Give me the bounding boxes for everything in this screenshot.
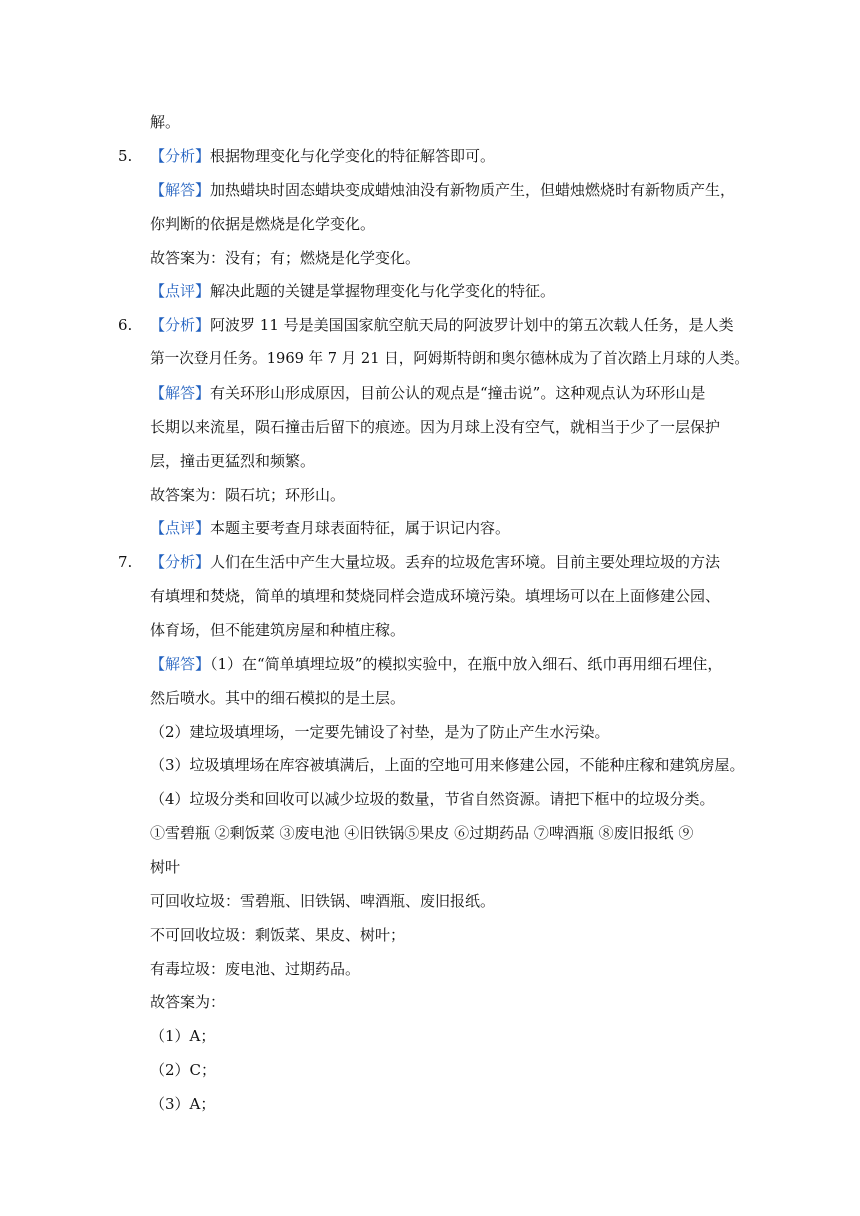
- question-number: 7.: [118, 553, 133, 571]
- question-number: 6.: [118, 316, 133, 334]
- answer-line: 故答案为：陨石坑；环形山。: [150, 486, 346, 504]
- text-line: 可回收垃圾：雪碧瓶、旧铁锅、啤酒瓶、废旧报纸。: [150, 892, 496, 910]
- text-span: 有关环形山形成原因，目前公认的观点是“撞击说”。这种观点认为环形山是: [210, 384, 706, 402]
- text-line: 不可回收垃圾：剩饭菜、果皮、树叶；: [150, 926, 406, 944]
- analysis-paragraph: [150, 315, 734, 335]
- text-span: 解决此题的关键是掌握物理变化与化学变化的特征。: [210, 282, 556, 300]
- answer-tag: 【解答】: [150, 384, 211, 402]
- text-line: 有毒垃圾：废电池、过期药品。: [150, 960, 361, 978]
- answer-tag: 【解答】: [150, 181, 211, 199]
- text-line: 解。: [150, 113, 181, 131]
- text-line: 树叶: [150, 858, 181, 876]
- answer-paragraph: [150, 180, 735, 200]
- text-line: ①雪碧瓶 ②剩饭菜 ③废电池 ④旧铁锅⑤果皮 ⑥过期药品 ⑦啤酒瓶 ⑧废旧报纸 ⑨: [150, 824, 694, 842]
- text-span: 人们在生活中产生大量垃圾。丢弃的垃圾危害环境。目前主要处理垃圾的方法: [210, 553, 721, 571]
- analysis-paragraph: [150, 552, 720, 572]
- answer-item: （3）A；: [150, 1095, 216, 1113]
- answer-paragraph: [150, 654, 722, 674]
- answer-item: （1）A；: [150, 1027, 216, 1045]
- text-line: 长期以来流星，陨石撞击后留下的痕迹。因为月球上没有空气，就相当于少了一层保护: [150, 418, 721, 436]
- text-line: 然后喷水。其中的细石模拟的是土层。: [150, 689, 406, 707]
- text-line: 第一次登月任务。1969 年 7 月 21 日，阿姆斯特朗和奥尔德林成为了首次踏上月球的人类。: [150, 350, 749, 367]
- comment-tag: 【点评】: [150, 519, 211, 537]
- comment-tag: 【点评】: [150, 282, 211, 300]
- comment-paragraph: [150, 518, 510, 538]
- text-span: 加热蜡块时固态蜡块变成蜡烛油没有新物质产生，但蜡烛燃烧时有新物质产生，: [210, 181, 736, 199]
- text-line: 层，撞击更猛烈和频繁。: [150, 452, 316, 470]
- text-line: （3）垃圾填埋场在库容被填满后，上面的空地可用来修建公园，不能种庄稼和建筑房屋。: [150, 756, 745, 774]
- text-line: 有填埋和焚烧，简单的填埋和焚烧同样会造成环境污染。填埋场可以在上面修建公园、: [150, 587, 721, 605]
- answer-paragraph: [150, 383, 705, 403]
- answer-line: 故答案为：没有；有；燃烧是化学变化。: [150, 249, 421, 267]
- text-span: （1）在“简单填埋垃圾”的模拟实验中，在瓶中放入细石、纸巾再用细石埋住，: [210, 655, 723, 673]
- analysis-paragraph: [150, 146, 495, 166]
- answer-line: 故答案为：: [150, 993, 226, 1011]
- text-span: 根据物理变化与化学变化的特征解答即可。: [210, 147, 496, 165]
- text-span: 阿波罗 11 号是美国国家航空航天局的阿波罗计划中的第五次载人任务，是人类: [210, 316, 734, 334]
- text-line: 体育场，但不能建筑房屋和种植庄稼。: [150, 621, 406, 639]
- analysis-tag: 【分析】: [150, 147, 211, 165]
- question-number: 5.: [118, 147, 133, 165]
- text-line: （2）建垃圾填埋场，一定要先铺设了衬垫，是为了防止产生水污染。: [150, 723, 610, 741]
- analysis-tag: 【分析】: [150, 316, 211, 334]
- answer-tag: 【解答】: [150, 655, 211, 673]
- analysis-tag: 【分析】: [150, 553, 211, 571]
- text-line: （4）垃圾分类和回收可以减少垃圾的数量，节省自然资源。请把下框中的垃圾分类。: [150, 790, 715, 808]
- answer-item: （2）C；: [150, 1061, 217, 1079]
- comment-paragraph: [150, 281, 555, 301]
- text-span: 本题主要考查月球表面特征，属于识记内容。: [210, 519, 511, 537]
- text-line: 你判断的依据是燃烧是化学变化。: [150, 215, 376, 233]
